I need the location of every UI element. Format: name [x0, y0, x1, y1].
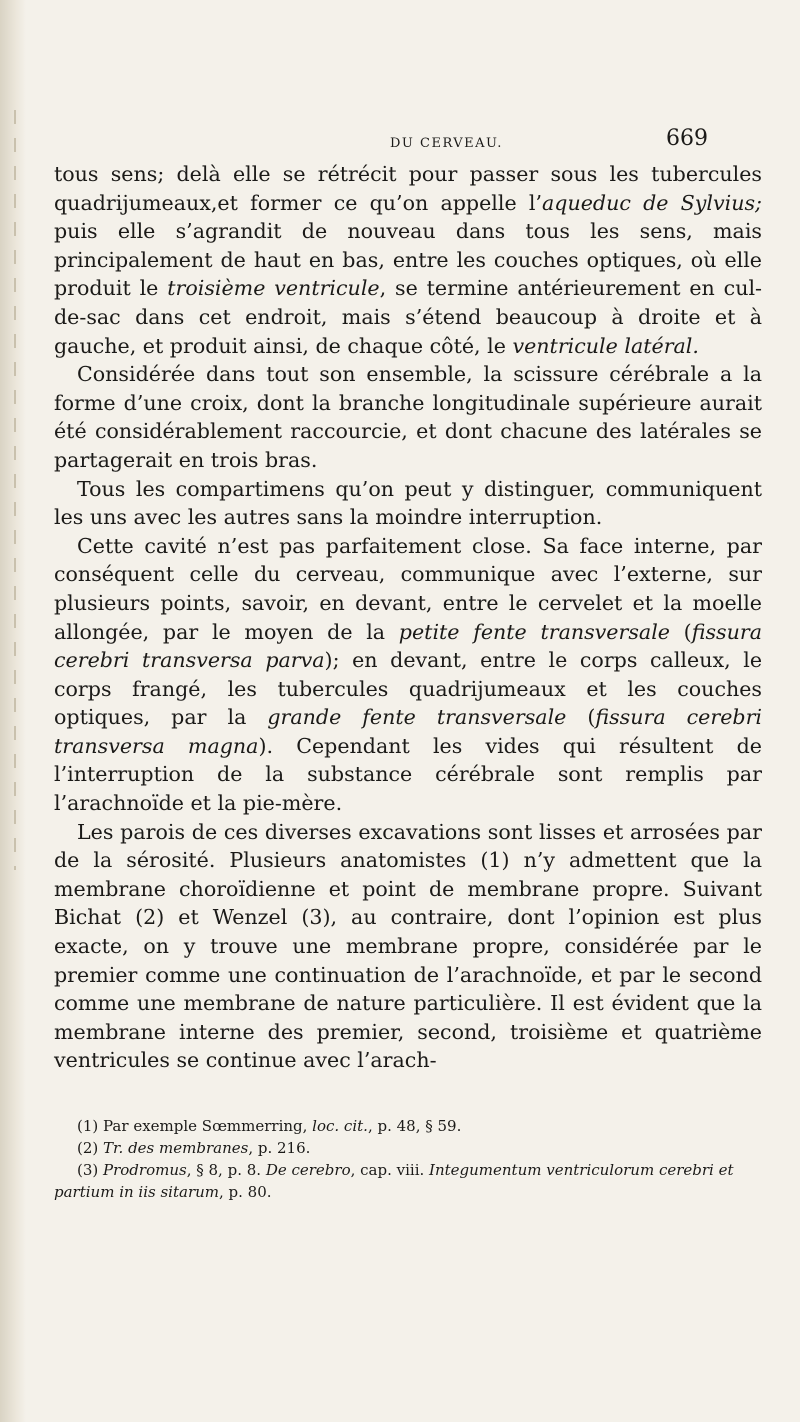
- text-run: (1) Par exemple Sœmmerring,: [77, 1117, 313, 1135]
- paragraph-5: Les parois de ces diverses excavations sont lisses et arrosées par de la sérosité. Plusieurs anatomistes (1) n’y admettent que la membrane choroïdienne et point de membrane propre. Suivant Bichat (2) et Wenzel (3), au contraire, dont l’opinion est plus exacte, on y trouve une membrane propre, considérée par le premier comme une continuation de l’arachnoïde, et par le second comme une membrane de nature particulière. Il est évident que la membrane interne des premier, second, troisième et quatrième ventricules se continue avec l’arach-: [54, 819, 762, 1073]
- binding-shadow: [14, 110, 16, 870]
- footnote-1: [54, 1115, 762, 1137]
- italic-term: troisième ventricule: [167, 276, 380, 301]
- text-run: puis elle s’agrandit de nouveau dans tous les sens, mais principalement de haut en bas, entre les couches optiques, où elle produit le: [54, 219, 762, 301]
- paragraph-1: [54, 160, 762, 360]
- text-run: (3): [77, 1161, 104, 1179]
- text-run: , cap. viii.: [350, 1161, 430, 1179]
- paragraph-2: Considérée dans tout son ensemble, la scissure cérébrale a la forme d’une croix, dont la branche longitudinale supérieure aurait été considérablement raccourcie, et dont chacune des latérales se partagerait en trois bras.: [54, 362, 762, 472]
- footnotes: [54, 1115, 762, 1203]
- text-run: , p. 48, § 59.: [367, 1117, 462, 1135]
- italic-term: ventricule latéral.: [512, 333, 699, 358]
- book-page: [54, 126, 763, 1203]
- italic-term: aqueduc de Sylvius;: [542, 190, 762, 215]
- text-run: , p. 216.: [248, 1139, 311, 1157]
- italic-term: grande fente transversale: [267, 705, 567, 730]
- text-run: (: [669, 619, 692, 644]
- footnote-2: [54, 1137, 762, 1159]
- paragraph-3: Tous les compartimens qu’on peut y distinguer, communiquent les uns avec les autres sans la moindre interruption.: [54, 476, 762, 530]
- text-run: , p. 80.: [219, 1183, 272, 1201]
- text-run: tous sens; delà elle se rétrécit pour passer sous les tubercules quadrijumeaux,et former ce qu’on appelle l’: [54, 162, 762, 215]
- text-run: , se termine antérieurement en cul-de-sac dans cet endroit, mais s’étend beaucoup à droite et à gauche, et produit ainsi, de chaque côté, le: [54, 276, 763, 358]
- italic-term: fissura cerebri transversa parva: [54, 619, 762, 673]
- page-header: [54, 126, 762, 160]
- paragraph-4: [54, 532, 762, 818]
- italic-term: loc. cit.: [312, 1117, 368, 1135]
- italic-term: petite fente transversale: [398, 619, 670, 644]
- page-gutter: [0, 0, 26, 1422]
- text-run: ). Cependant les vides qui résultent de l’interruption de la substance cérébrale sont remplis par l’arachnoïde et la pie-mère.: [54, 733, 762, 816]
- text-run: , § 8, p. 8.: [186, 1161, 266, 1179]
- running-title: DU CERVEAU.: [390, 136, 503, 151]
- text-run: ); en devant, entre le corps calleux, le corps frangé, les tubercules quadrijumeaux et les couches optiques, par la: [54, 648, 763, 730]
- italic-term: Tr. des membranes: [103, 1139, 249, 1157]
- italic-term: fissura cerebri transversa magna: [54, 705, 762, 758]
- text-run: Cette cavité n’est pas parfaitement close. Sa face interne, par conséquent celle du cerveau, communique avec l’externe, sur plusieurs points, savoir, en devant, entre le cervelet et la moelle allongée, par le moyen de la: [54, 533, 762, 644]
- italic-term: Prodromus: [103, 1161, 187, 1179]
- text-run: (2): [77, 1139, 104, 1157]
- italic-term: Integumentum ventriculorum cerebri et partium in iis sitarum: [54, 1161, 734, 1201]
- italic-term: De cerebro: [265, 1161, 351, 1179]
- footnote-3: [54, 1159, 762, 1203]
- page-number: 669: [666, 126, 708, 151]
- text-run: (: [566, 705, 596, 730]
